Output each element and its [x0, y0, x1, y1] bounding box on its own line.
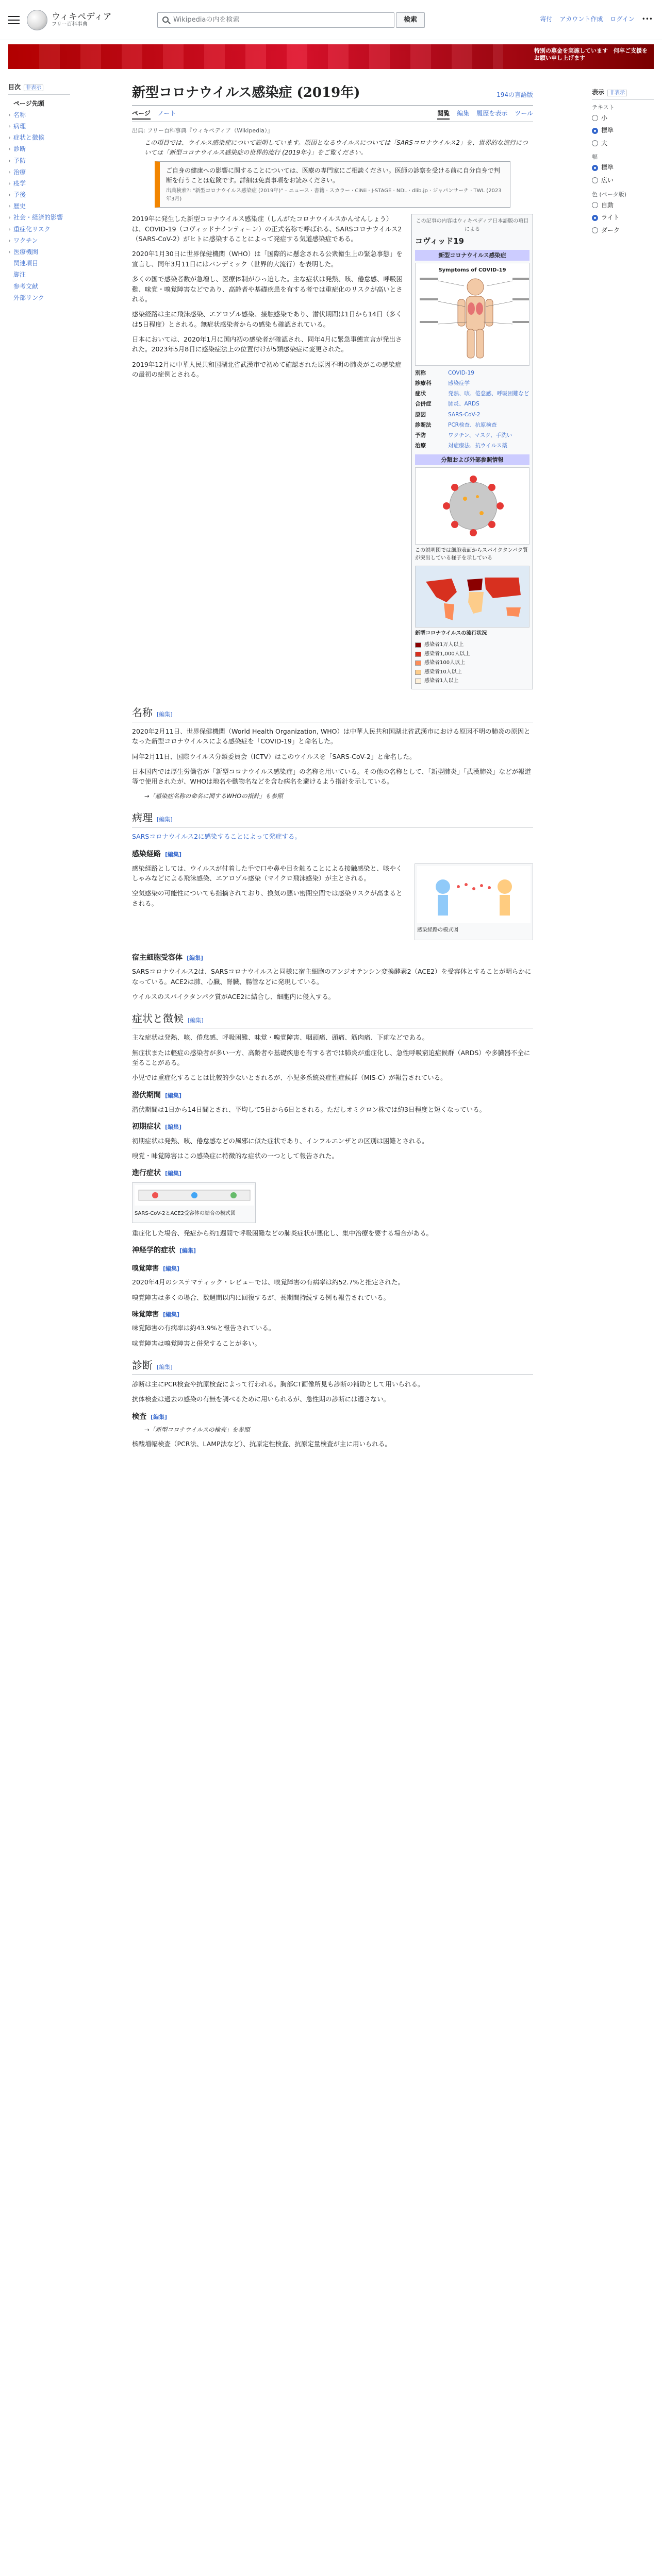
section-heading-pathology: 病理 [編集] — [132, 810, 533, 827]
edit-section-link[interactable]: [編集] — [165, 851, 182, 858]
see-also-note[interactable]: →「感染症名称の命名に関するWHOの指針」も参照 — [144, 792, 283, 800]
world-map-image — [416, 566, 529, 627]
human-body-illustration — [418, 270, 529, 366]
toc-heading: 目次 非表示 — [8, 82, 70, 95]
color-dark-radio[interactable]: ダーク — [592, 224, 654, 237]
page-tabs — [132, 106, 533, 122]
virus-caption: この説明図では細胞表面からスパイクタンパク質が突出している様子を示している — [415, 547, 528, 562]
width-wide-radio[interactable]: 広い — [592, 174, 654, 187]
intro-paragraph: 多くの国で感染者数が急増し、医療体制がひっ迫した。主な症状は発熱、咳、倦怠感、呼吸困難、味覚・嗅覚障害などであり、高齢者や基礎疾患を有する者では重症化のリスクが高いとされる。 — [132, 275, 403, 303]
user-links — [540, 14, 653, 24]
map-legend — [415, 640, 529, 686]
text-size-standard-radio[interactable]: 標準 — [592, 124, 654, 137]
create-account-link[interactable]: アカウント作成 — [559, 15, 603, 23]
edit-section-link[interactable]: [編集] — [165, 1123, 182, 1130]
color-auto-radio[interactable]: 自動 — [592, 199, 654, 212]
search-input[interactable] — [157, 12, 394, 28]
disclaimer-text: ご自身の健康への影響に関することについては、医療の専門家にご相談ください。医師の診察を受ける前に自分自身で判断を行うことは危険です。詳細は免責事項をお読みください。 — [166, 167, 500, 184]
edit-section-link[interactable]: [編集] — [157, 1363, 173, 1370]
name-paragraph: 同年2月11日、国際ウイルス分類委員会（ICTV）はこのウイルスを「SARS-CoV-2」と命名した。 — [132, 752, 416, 760]
infobox — [411, 214, 533, 689]
edit-section-link[interactable]: [編集] — [157, 816, 173, 823]
legend-label: 感染者1人以上 — [424, 678, 459, 684]
edit-section-link[interactable]: [編集] — [165, 1092, 182, 1099]
toc-item[interactable]: 関連項目 — [13, 260, 39, 267]
toc-item[interactable]: 外部リンク — [13, 294, 44, 301]
name-paragraph: 日本国内では厚生労働省が「新型コロナウイルス感染症」の名称を用いている。その他の名称として、「新型肺炎」「武漢肺炎」などが報道等で使用されたが、WHOは地名や動物名などを含む病名を避けるよう指針を示している。 — [132, 767, 532, 786]
appearance-hide-button[interactable]: 非表示 — [607, 90, 627, 96]
tab-page[interactable]: ページ — [132, 109, 151, 120]
toc-item[interactable]: › 名称 — [8, 109, 70, 121]
infobox-value[interactable]: COVID-19 — [448, 369, 474, 376]
infobox-value[interactable]: SARS-CoV-2 — [448, 411, 481, 418]
symptoms-paragraph: 小児では重症化することは比較的少ないとされるが、小児多系統炎症性症候群（MIS-C）が報告されている。 — [132, 1074, 447, 1082]
edit-section-link[interactable]: [編集] — [188, 1017, 204, 1024]
banner-text: 特別の募金を実施しています 何卒ご支援をお願い申し上げます — [534, 47, 648, 62]
tab-tools[interactable]: ツール — [515, 110, 533, 117]
legend-swatch — [415, 679, 421, 684]
testing-paragraph: 核酸増幅検査（PCR法、LAMP法など）、抗原定性検査、抗原定量検査が主に用いられる。 — [132, 1440, 391, 1448]
section-heading-name: 名称 [編集] — [132, 705, 533, 722]
pathology-note[interactable]: SARSコロナウイルス2に感染することによって発症する。 — [132, 833, 302, 841]
language-switcher[interactable]: 194の言語版 — [496, 91, 533, 98]
tab-history[interactable]: 履歴を表示 — [476, 110, 508, 117]
text-size-large-radio[interactable]: 大 — [592, 137, 654, 150]
appearance-panel — [592, 82, 654, 236]
legend-label: 感染者1,000人以上 — [424, 651, 470, 657]
intro-paragraph: 2020年1月30日に世界保健機関（WHO）は「国際的に懸念される公衆衛生上の緊急事態」を宣言し、同年3月11日にはパンデミック（世界的大流行）を表明した。 — [132, 250, 403, 268]
legend-label: 感染者1万人以上 — [424, 642, 464, 648]
toc-hide-button[interactable]: 非表示 — [24, 84, 43, 91]
wikipedia-wordmark[interactable] — [52, 12, 112, 28]
intro-paragraph: 日本においては、2020年1月に国内初の感染者が確認され、同年4月に緊急事態宣言が発出された。2023年5月8日に感染症法上の位置付けが5類感染症に変更された。 — [132, 335, 402, 353]
infobox-row: 予防 ワクチン、マスク、手洗い — [415, 430, 529, 440]
toc-item[interactable]: › 病理 — [8, 121, 70, 132]
route-figure-caption: 感染経路の模式図 — [417, 927, 458, 934]
receptor-figure-caption: SARS-CoV-2とACE2受容体の結合の模式図 — [135, 1210, 236, 1216]
main-article-note[interactable]: →「新型コロナウイルスの検査」を参照 — [144, 1426, 250, 1434]
diagnosis-paragraph: 抗体検査は過去の感染の有無を調べるために用いられるが、急性期の診断には適さない。 — [132, 1395, 390, 1403]
hatnote: この項目では、ウイルス感染症について説明しています。原因となるウイルスについては「SARSコロナウイルス2」を、世界的な流行については「新型コロナウイルス感染症の世界的流行 (2019年-)」をご覧ください。 — [144, 139, 528, 156]
subsection-heading-progression: 進行症状 [編集] — [132, 1169, 182, 1178]
infobox-row: 治療 対症療法、抗ウイルス薬 — [415, 440, 529, 451]
legend-item — [415, 640, 529, 650]
symptoms-paragraph: 無症状または軽症の感染者が多い一方、高齢者や基礎疾患を有する者では肺炎が重症化し、急性呼吸窮迫症候群（ARDS）や多臓器不全に至ることがある。 — [132, 1048, 531, 1067]
edit-section-link[interactable]: [編集] — [151, 1413, 168, 1420]
width-label: 幅 — [592, 154, 598, 161]
legend-swatch — [415, 660, 421, 666]
smell-paragraph: 2020年4月のシステマティック・レビューでは、嗅覚障害の有病率は約52.7%と推定された。 — [132, 1278, 404, 1286]
infobox-row: 別称 COVID-19 — [415, 368, 529, 378]
login-link[interactable]: ログイン — [610, 15, 635, 23]
virus-particle-image — [416, 468, 529, 544]
page-source: 出典: フリー百科事典『ウィキペディア（Wikipedia）』 — [132, 127, 273, 134]
taste-paragraph: 味覚障害は嗅覚障害と併発することが多い。 — [132, 1339, 261, 1347]
search-button[interactable]: 検索 — [396, 12, 425, 28]
edit-section-link[interactable]: [編集] — [157, 710, 173, 718]
initial-paragraph: 初期症状は発熱、咳、倦怠感などの風邪に似た症状であり、インフルエンザとの区別は困難とされる。 — [132, 1137, 428, 1145]
legend-swatch — [415, 642, 421, 648]
infobox-row: 診療科 感染症学 — [415, 378, 529, 388]
map-legend-title: 新型コロナウイルスの流行状況 — [415, 630, 487, 636]
donate-link[interactable]: 寄付 — [540, 15, 553, 23]
subsection-heading-receptor: 宿主細胞受容体 [編集] — [132, 953, 204, 962]
color-label: 色 (ベータ版) — [592, 191, 627, 198]
subsection-heading-incubation: 潜伏期間 [編集] — [132, 1091, 182, 1099]
infobox-value[interactable]: 感染症学 — [448, 380, 470, 386]
toc-item[interactable]: › 診断 — [8, 143, 70, 155]
edit-section-link[interactable]: [編集] — [179, 1247, 196, 1255]
taste-paragraph: 味覚障害の有病率は約43.9%と報告されている。 — [132, 1324, 275, 1332]
width-standard-radio[interactable]: 標準 — [592, 161, 654, 174]
subsection-heading-route: 感染経路 [編集] — [132, 850, 182, 858]
search-placeholder: Wikipediaの内を検索 — [173, 15, 240, 24]
edit-section-link[interactable]: [編集] — [187, 954, 204, 961]
appearance-heading: 表示 非表示 — [592, 88, 654, 100]
infobox-subtitle: 新型コロナウイルス感染症 — [415, 250, 529, 261]
tab-edit[interactable]: 編集 — [457, 110, 470, 117]
color-light-radio[interactable]: ライト — [592, 211, 654, 224]
legend-item — [415, 650, 529, 659]
banner-artwork — [39, 44, 503, 69]
wikipedia-logo[interactable] — [27, 10, 47, 30]
title-row — [132, 82, 533, 106]
toc-item[interactable]: › 重症化リスク — [8, 224, 70, 235]
legend-item — [415, 658, 529, 668]
site-name: ウィキペディア — [52, 11, 112, 22]
legend-label: 感染者100人以上 — [424, 660, 466, 666]
table-of-contents — [8, 82, 70, 303]
intro-paragraph: 2019年に発生した新型コロナウイルス感染症（しんがたコロナウイルスかんせんしょう）は、COVID-19（コヴィッドナインティーン）の正式名称で呼ばれる、SARSコロナウイルス2（SARS-CoV-2）がヒトに感染することによって発症する気道感染症である。 — [132, 215, 402, 243]
edit-section-link[interactable]: [編集] — [163, 1311, 180, 1318]
tab-read[interactable]: 閲覧 — [437, 109, 450, 120]
incubation-paragraph: 潜伏期間は1日から14日間とされ、平均して5日から6日とされる。ただしオミクロン株では約3日程度と短くなっている。 — [132, 1105, 486, 1113]
infobox-value[interactable]: ワクチン、マスク、手洗い — [448, 432, 512, 439]
fundraising-banner[interactable] — [8, 44, 654, 69]
page-title: 新型コロナウイルス感染症 (2019年) — [132, 85, 360, 100]
site-header — [0, 0, 662, 40]
receptor-figure[interactable] — [132, 1182, 256, 1223]
toc-item[interactable]: › ワクチン — [8, 235, 70, 246]
virus-illustration[interactable] — [415, 467, 529, 545]
site-tagline: フリー百科事典 — [52, 22, 88, 28]
toc-item[interactable]: 脚注 — [13, 271, 26, 279]
symptoms-paragraph: 主な症状は発熱、咳、倦怠感、呼吸困難、味覚・嗅覚障害、咽頭痛、頭痛、筋肉痛、下痢などである。 — [132, 1033, 429, 1042]
more-menu-icon[interactable]: ••• — [641, 15, 653, 23]
edit-section-link[interactable]: [編集] — [163, 1265, 180, 1273]
search-icon — [162, 16, 169, 23]
article-content — [132, 82, 533, 1454]
receptor-paragraph: SARSコロナウイルス2は、SARSコロナウイルスと同様に宿主細胞のアンジオテンシン変換酵素2（ACE2）を受容体とすることが明らかになっている。ACE2は肺、心臓、腎臓、腸管などに発現している。 — [132, 968, 532, 986]
smell-paragraph: 嗅覚障害は多くの場合、数週間以内に回復するが、長期間持続する例も報告されている。 — [132, 1293, 390, 1301]
medical-disclaimer-box — [155, 161, 510, 208]
subsection-heading-smell: 嗅覚障害 [編集] — [132, 1265, 180, 1273]
toc-item[interactable]: › 治療 — [8, 166, 70, 178]
receptor-diagram-image — [135, 1185, 254, 1206]
legend-swatch — [415, 652, 421, 657]
legend-item — [415, 676, 529, 686]
legend-swatch — [415, 670, 421, 675]
legend-item — [415, 668, 529, 677]
text-size-label: テキスト — [592, 104, 615, 111]
edit-section-link[interactable]: [編集] — [165, 1170, 182, 1177]
toc-item[interactable]: › 社会・経済的影響 — [8, 212, 70, 223]
progression-paragraph: 重症化した場合、発症から約1週間で呼吸困難などの肺炎症状が悪化し、集中治療を要する場合がある。 — [132, 1229, 433, 1238]
intro-paragraph: 2019年12月に中華人民共和国湖北省武漢市で初めて確認された原因不明の肺炎がこの感染症の最初の症例とされる。 — [132, 360, 402, 379]
infobox-caption: この記事の内容はウィキペディア日本語版の項目による — [416, 218, 529, 232]
toc-item[interactable]: 参考文献 — [13, 282, 39, 290]
subsection-heading-taste: 味覚障害 [編集] — [132, 1310, 180, 1318]
section-heading-diagnosis: 診断 [編集] — [132, 1358, 533, 1375]
name-paragraph: 2020年2月11日、世界保健機関（World Health Organization, WHO）は中華人民共和国湖北省武漢市における原因不明の肺炎の原因となった新型コロナウイルスによる感染症を「COVID-19」と命名した。 — [132, 727, 531, 745]
toc-item[interactable]: › 歴史 — [8, 200, 70, 212]
route-paragraph: 空気感染の可能性についても指摘されており、換気の悪い密閉空間では感染リスクが高まるとされる。 — [132, 889, 403, 907]
subsection-heading-testing: 検査 [編集] — [132, 1412, 168, 1421]
main-menu-icon[interactable] — [8, 16, 20, 24]
toc-item[interactable]: ページ先頭 — [13, 99, 44, 107]
classification-header: 分類および外部参照情報 — [415, 454, 529, 465]
infobox-row: 合併症 肺炎、ARDS — [415, 399, 529, 409]
route-figure[interactable] — [415, 863, 533, 940]
text-size-small-radio[interactable]: 小 — [592, 112, 654, 125]
infobox-table — [415, 368, 529, 451]
symptoms-diagram[interactable] — [415, 263, 529, 366]
tab-talk[interactable]: ノート — [157, 110, 176, 117]
toc-item[interactable]: › 予後 — [8, 189, 70, 200]
infobox-value[interactable]: 肺炎、ARDS — [448, 401, 479, 408]
infobox-row: 症状 発熱、咳、倦怠感、呼吸困難など — [415, 388, 529, 399]
initial-paragraph: 嗅覚・味覚障害はこの感染症に特徴的な症状の一つとして報告された。 — [132, 1151, 339, 1160]
source-search-links[interactable]: 出典検索?: "新型コロナウイルス感染症 (2019年)" – ニュース · 書籍 · スカラー · CiNii · J-STAGE · NDL · dlib.jp · ジャパンサーチ · TWL (2023年3月) — [166, 188, 502, 202]
diagnosis-paragraph: 診断は主にPCR検査や抗原検査によって行われる。胸部CT画像所見も診断の補助として用いられる。 — [132, 1380, 424, 1388]
intro-paragraph: 感染経路は主に飛沫感染、エアロゾル感染、接触感染であり、潜伏期間は1日から14日（多くは5日程度）とされる。無症状感染者からの感染も確認されている。 — [132, 310, 402, 328]
world-map[interactable] — [415, 566, 529, 628]
subsection-heading-neuro: 神経学的症状 [編集] — [132, 1246, 196, 1255]
subsection-heading-initial: 初期症状 [編集] — [132, 1122, 182, 1131]
toc-item[interactable]: › 症状と徴候 — [8, 132, 70, 143]
infobox-value[interactable]: 発熱、咳、倦怠感、呼吸困難など — [448, 391, 529, 397]
route-paragraph: 感染経路としては、ウイルスが付着した手で口や鼻や目を触ることによる接触感染と、咳やくしゃみなどによる飛沫感染、エアロゾル感染（マイクロ飛沫感染）が主とされる。 — [132, 864, 403, 882]
infobox-value[interactable]: 対症療法、抗ウイルス薬 — [448, 443, 507, 449]
infobox-value[interactable]: PCR検査、抗原検査 — [448, 421, 497, 428]
infobox-title: コヴィッド19 — [415, 236, 464, 246]
infobox-row: 原因 SARS-CoV-2 — [415, 410, 529, 420]
toc-item[interactable]: › 疫学 — [8, 178, 70, 189]
receptor-paragraph: ウイルスのスパイクタンパク質がACE2に結合し、細胞内に侵入する。 — [132, 992, 335, 1001]
toc-item[interactable]: › 予防 — [8, 155, 70, 166]
section-heading-symptoms: 症状と徴候 [編集] — [132, 1011, 533, 1028]
symptoms-diagram-title: Symptoms of COVID-19 — [438, 267, 506, 273]
infobox-row: 診断法 PCR検査、抗原検査 — [415, 420, 529, 430]
route-diagram-image — [417, 866, 531, 923]
toc-item[interactable]: › 医療機関 — [8, 246, 70, 258]
legend-label: 感染者10人以上 — [424, 669, 462, 675]
